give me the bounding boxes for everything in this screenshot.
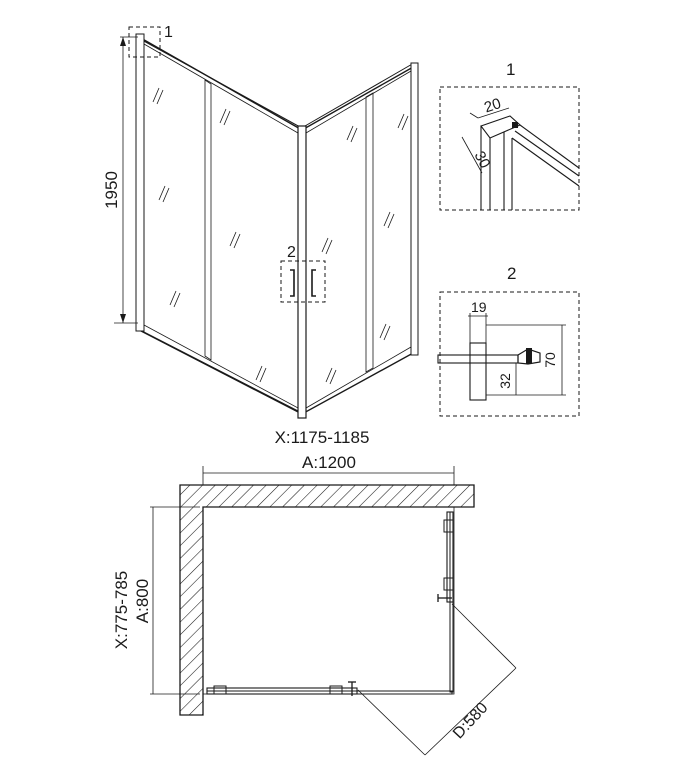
left-panel-frame [139,37,302,414]
plan-a-width-label: A:1200 [302,453,356,472]
detail-1-title: 1 [506,60,516,79]
glass-reflection-marks [153,88,408,384]
right-door-divider [366,93,373,372]
right-wall-profile [411,63,418,355]
detail-1-view [440,60,579,210]
detail-1-dim-b: 30 [470,148,494,172]
left-door-divider [205,80,211,360]
plan-x-depth-label: X:775-785 [112,570,131,650]
plan-diagonal-label: D:580 [449,699,492,743]
detail-2-dim-small: 32 [497,373,513,389]
corner-profile [298,126,306,418]
detail-2-title: 2 [507,264,517,283]
height-label: 1950 [102,171,121,209]
plan-view [112,428,516,755]
wall-hatched [180,485,474,715]
detail-2-dim-width: 19 [471,299,487,315]
callout-label-1: 1 [164,24,173,41]
detail-2-dim-total: 70 [542,352,558,368]
detail-2-box [440,292,579,416]
elevation-view [102,24,418,418]
detail-2-view [438,264,579,416]
plan-x-width-label: X:1175-1185 [274,428,370,447]
detail-1-dim-a: 20 [482,95,504,117]
enclosure-outline [203,507,454,694]
callout-label-2: 2 [287,244,296,261]
left-wall-profile [136,34,144,331]
height-dimension [102,37,138,323]
plan-a-depth-label: A:800 [133,578,152,624]
detail-1-box [440,87,579,210]
